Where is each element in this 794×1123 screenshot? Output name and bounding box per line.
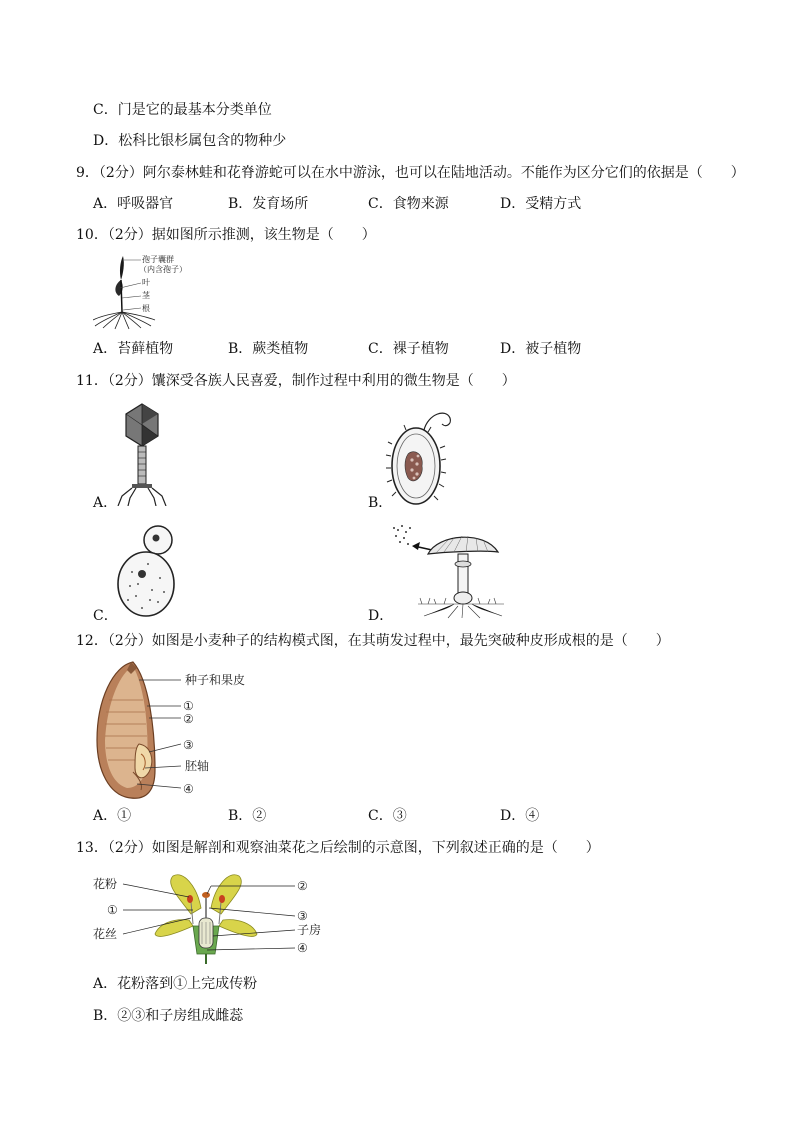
label-1: ① [183, 699, 194, 713]
label-2: ② [297, 879, 308, 893]
q11-option-d: D． [368, 608, 394, 624]
q9-option-a: A．呼吸器官 [93, 196, 174, 212]
stem-line [121, 280, 122, 312]
roots [93, 312, 155, 329]
rape-flower-figure [93, 868, 333, 964]
q12-option-a: A．① [93, 808, 132, 824]
q9-option-c: C．食物来源 [368, 196, 449, 212]
mushroom-figure [388, 516, 506, 620]
label-root: 根 [142, 304, 150, 313]
label-filament: 花丝 [93, 927, 118, 941]
label-hypocotyl: 胚轴 [185, 759, 210, 773]
sporangium-cluster [120, 256, 124, 280]
q13-stem: 13．（2分）如图是解剖和观察油菜花之后绘制的示意图，下列叙述正确的是（ ） [76, 840, 600, 856]
q9-stem: 9．（2分）阿尔泰林蛙和花脊游蛇可以在水中游泳，也可以在陆地活动。不能作为区分它们的依据是（ ） [76, 165, 745, 181]
yeast-figure [112, 524, 182, 620]
label-stem: 茎 [142, 291, 150, 300]
q13-option-a: A．花粉落到①上完成传粉 [93, 976, 258, 992]
q8-option-d: D．松科比银杉属包含的物种少 [93, 133, 287, 149]
label-4: ④ [183, 782, 194, 796]
label-contains-spores: （内含孢子） [139, 265, 187, 274]
q9-option-b: B．发育场所 [228, 196, 309, 212]
wheat-seed-figure [93, 660, 263, 800]
q12-option-b: B．② [228, 808, 267, 824]
label-4: ④ [297, 941, 308, 955]
q11-option-c: C． [93, 608, 118, 624]
q9-option-d: D．受精方式 [500, 196, 582, 212]
q12-option-d: D．④ [500, 808, 540, 824]
q12-option-c: C．③ [368, 808, 407, 824]
label-3: ③ [183, 738, 194, 752]
label-leaf: 叶 [142, 278, 150, 287]
virus-figure [112, 402, 172, 506]
bacterium-figure [384, 404, 464, 508]
fern-figure [93, 250, 203, 330]
q10-option-b: B．蕨类植物 [228, 341, 309, 357]
q11-option-a: A． [93, 495, 118, 511]
label-sporangium: 孢子囊群 [142, 255, 174, 264]
label-1: ① [107, 903, 118, 917]
label-pollen: 花粉 [93, 877, 118, 891]
label-seed-coat: 种子和果皮 [185, 673, 246, 687]
q10-option-a: A．苔藓植物 [93, 341, 174, 357]
label-2: ② [183, 712, 194, 726]
q11-stem: 11．（2分）馕深受各族人民喜爱，制作过程中利用的微生物是（ ） [76, 373, 516, 389]
q10-stem: 10．（2分）据如图所示推测，该生物是（ ） [76, 227, 376, 243]
q13-option-b: B．②③和子房组成雌蕊 [93, 1008, 244, 1024]
q11-option-b: B． [368, 495, 393, 511]
q8-option-c: C．门是它的最基本分类单位 [93, 102, 272, 118]
q10-option-d: D．被子植物 [500, 341, 582, 357]
q12-stem: 12．（2分）如图是小麦种子的结构模式图，在其萌发过程中，最先突破种皮形成根的是（ ） [76, 633, 670, 649]
label-ovary: 子房 [297, 923, 322, 937]
label-3: ③ [297, 909, 308, 923]
q10-option-c: C．裸子植物 [368, 341, 449, 357]
